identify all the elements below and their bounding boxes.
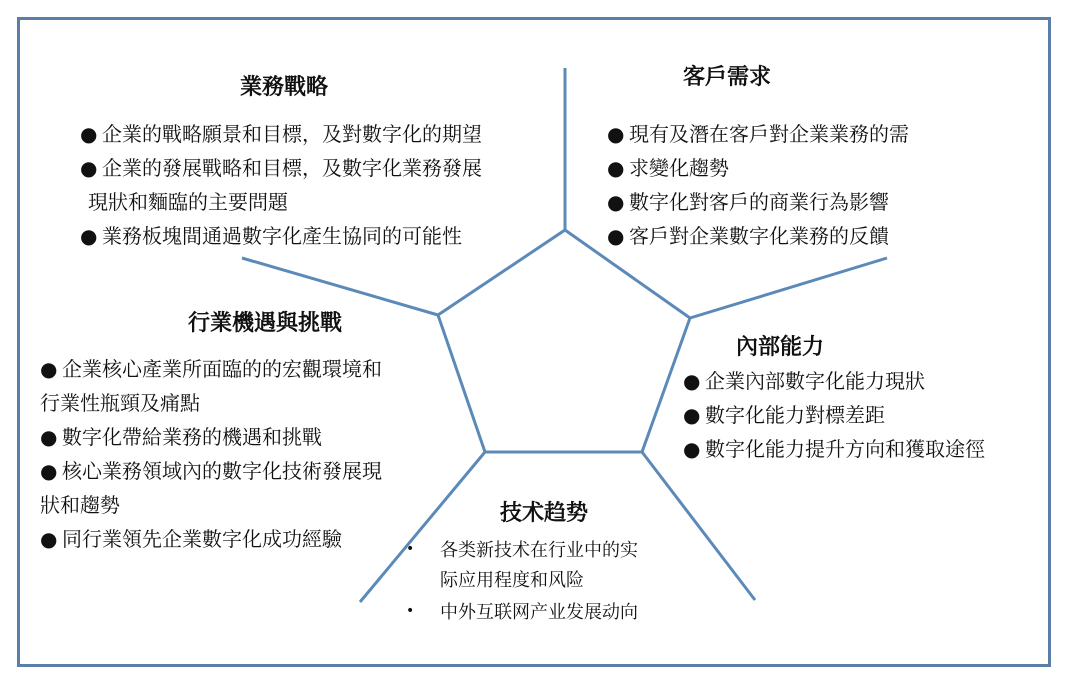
list-item: ● 現有及潛在客戶對企業業務的需 <box>607 117 909 151</box>
section-title-customer-demand: 客戶需求 <box>683 65 772 90</box>
bullet-icon: ● <box>607 156 625 180</box>
section-title-internal-capability: 內部能力 <box>736 335 825 360</box>
list-item: ● 數字化對客戶的商業行為影響 <box>607 185 909 219</box>
divider-upper-left <box>242 258 438 315</box>
bullet-icon: ● <box>683 403 701 427</box>
customer-demand-list <box>607 117 909 253</box>
bullet-icon: ● <box>40 527 58 551</box>
bullet-icon: ● <box>607 224 625 248</box>
bullet-icon: • <box>406 541 415 557</box>
industry-list <box>40 352 382 556</box>
bullet-icon: ● <box>683 369 701 393</box>
bullet-icon: ● <box>80 224 98 248</box>
list-item: ● 客戶對企業數字化業務的反饋 <box>607 219 909 253</box>
list-item: ● 企業的發展戰略和目標，及數字化業務發展 現狀和麵臨的主要問題 <box>80 151 482 219</box>
list-item: • 中外互联网产业发展动向 <box>406 596 638 628</box>
bullet-icon: ● <box>683 437 701 461</box>
bullet-icon: ● <box>40 357 58 381</box>
business-strategy-list <box>80 117 482 253</box>
list-item: ● 企業核心產業所面臨的的宏觀環境和 行業性瓶頸及痛點 <box>40 352 382 420</box>
internal-capability-list <box>683 364 985 466</box>
bullet-icon: ● <box>607 190 625 214</box>
section-title-business-strategy: 業務戰略 <box>240 75 329 100</box>
list-item: ● 業務板塊間通過數字化產生協同的可能性 <box>80 219 482 253</box>
list-item: ● 企業內部數字化能力現狀 <box>683 364 985 398</box>
list-item: ● 同行業領先企業數字化成功經驗 <box>40 522 382 556</box>
bullet-icon: ● <box>40 425 58 449</box>
divider-upper-right <box>690 258 887 318</box>
list-item: ● 數字化能力提升方向和獲取途徑 <box>683 432 985 466</box>
list-item: ● 數字化能力對標差距 <box>683 398 985 432</box>
center-pentagon <box>438 230 690 452</box>
list-item: • 各类新技术在行业中的实 际应用程度和风险 <box>406 534 638 596</box>
list-item: ● 求變化趨勢 <box>607 151 909 185</box>
section-title-tech-trend: 技术趋势 <box>500 501 589 526</box>
section-title-industry: 行業機遇與挑戰 <box>188 311 343 336</box>
tech-trend-list <box>406 534 638 628</box>
bullet-icon: ● <box>80 156 98 180</box>
bullet-icon: ● <box>80 122 98 146</box>
list-item: ● 核心業務領域內的數字化技術發展現 狀和趨勢 <box>40 454 382 522</box>
list-item: ● 企業的戰略願景和目標，及對數字化的期望 <box>80 117 482 151</box>
bullet-icon: ● <box>40 459 58 483</box>
list-item: ● 數字化帶給業務的機遇和挑戰 <box>40 420 382 454</box>
divider-lower-right <box>642 452 755 600</box>
bullet-icon: ● <box>607 122 625 146</box>
bullet-icon: • <box>406 603 415 619</box>
